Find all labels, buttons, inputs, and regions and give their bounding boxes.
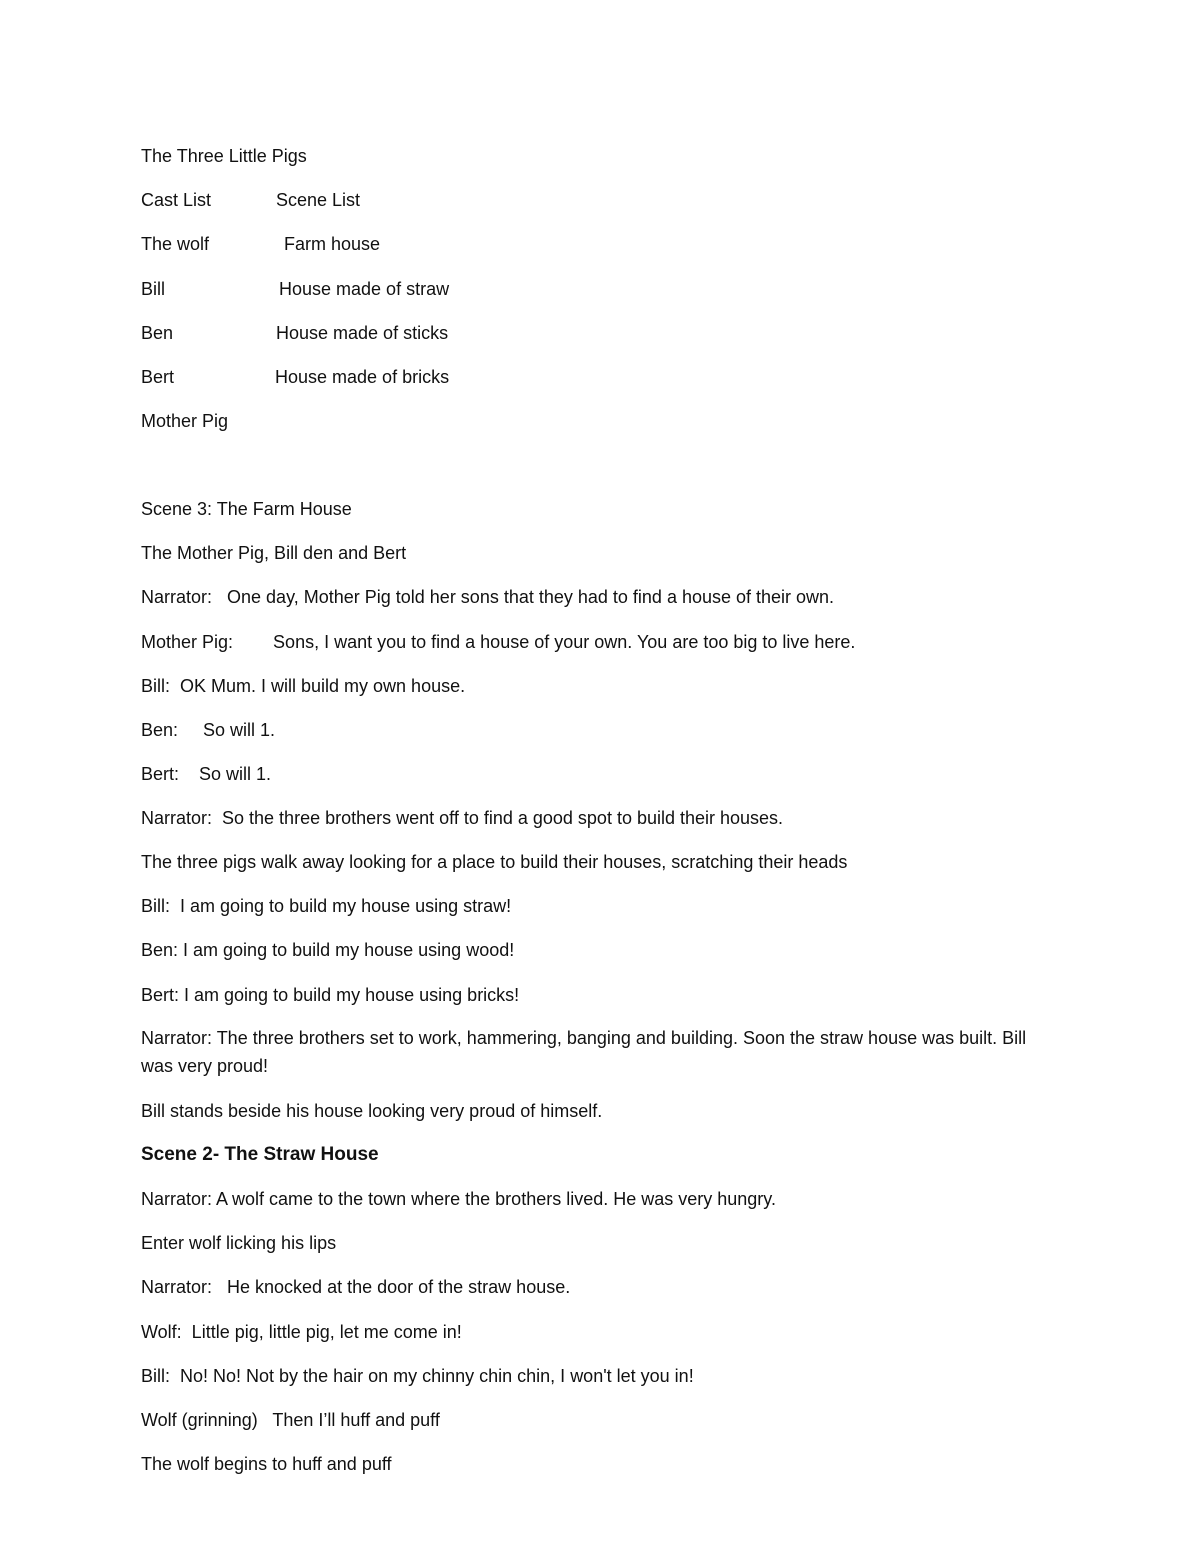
document-title: The Three Little Pigs (141, 146, 307, 166)
script-line: Narrator: So the three brothers went off to find a good spot to build their houses. (141, 808, 784, 828)
script-line: Ben: I am going to build my house using wood! (141, 940, 515, 960)
scene-list-header: Scene List (276, 190, 361, 210)
cast-item: The wolf (141, 234, 210, 254)
cast-item: Mother Pig (141, 411, 229, 431)
stage-direction: Bill stands beside his house looking very proud of himself. (141, 1101, 603, 1121)
script-line: Narrator: One day, Mother Pig told her sons that they had to find a house of their own. (141, 587, 835, 607)
script-line: Mother Pig: Sons, I want you to find a house of your own. You are too big to live here. (141, 632, 856, 652)
script-line: Ben: So will 1. (141, 720, 276, 740)
scene-item: House made of sticks (276, 323, 449, 343)
script-line: Wolf: Little pig, little pig, let me come in! (141, 1322, 462, 1342)
scene-item: Farm house (284, 234, 381, 254)
script-line: Bert: I am going to build my house using bricks! (141, 985, 520, 1005)
script-line: Bill: I am going to build my house using straw! (141, 896, 512, 916)
cast-list-header: Cast List (141, 190, 212, 210)
cast-item: Ben (141, 323, 174, 343)
stage-direction: The wolf begins to huff and puff (141, 1454, 392, 1474)
script-line: Wolf (grinning) Then I’ll huff and puff (141, 1410, 440, 1430)
scene-item: House made of bricks (275, 367, 450, 387)
script-line: Narrator: A wolf came to the town where the brothers lived. He was very hungry. (141, 1189, 776, 1209)
script-line: Narrator: He knocked at the door of the straw house. (141, 1277, 571, 1297)
script-line: Narrator: The three brothers set to work, hammering, banging and building. Soon the straw house was built. Bill was very proud! (141, 1028, 1027, 1076)
stage-direction: Enter wolf licking his lips (141, 1233, 337, 1253)
script-line: Bert: So will 1. (141, 764, 272, 784)
scene-characters: The Mother Pig, Bill den and Bert (141, 543, 407, 563)
scene-item: House made of straw (279, 279, 450, 299)
cast-item: Bill (141, 279, 166, 299)
scene-heading: Scene 2- The Straw House (141, 1144, 379, 1165)
scene-heading: Scene 3: The Farm House (141, 499, 352, 519)
script-line: Bill: No! No! Not by the hair on my chinny chin chin, I won't let you in! (141, 1366, 694, 1386)
stage-direction: The three pigs walk away looking for a place to build their houses, scratching their heads (141, 852, 848, 872)
script-line: Bill: OK Mum. I will build my own house. (141, 676, 466, 696)
cast-item: Bert (141, 367, 175, 387)
